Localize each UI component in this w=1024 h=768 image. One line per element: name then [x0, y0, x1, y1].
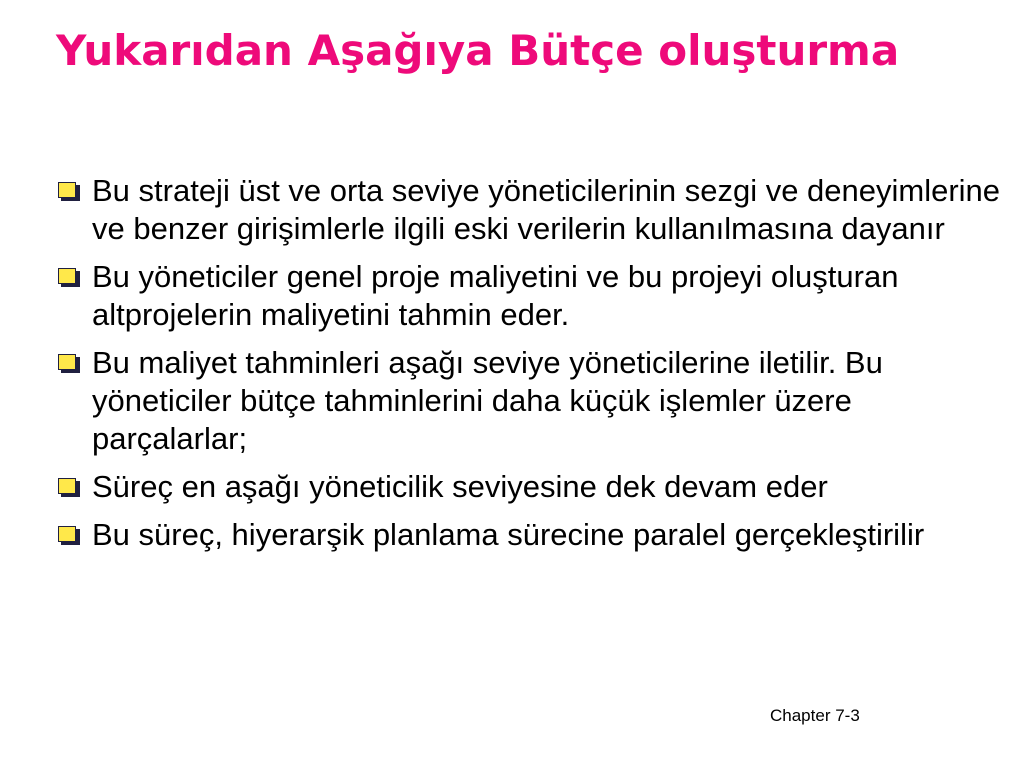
bullet-list — [56, 172, 1011, 564]
bullet-item — [56, 516, 1011, 554]
square-bullet-icon — [58, 182, 84, 202]
slide-title: Yukarıdan Aşağıya Bütçe oluşturma — [56, 26, 900, 75]
bullet-item — [56, 172, 1011, 248]
square-bullet-icon — [58, 268, 84, 288]
square-bullet-icon — [58, 478, 84, 498]
bullet-text: Süreç en aşağı yöneticilik seviyesine dek devam eder — [92, 469, 828, 504]
bullet-text: Bu strateji üst ve orta seviye yöneticilerinin sezgi ve deneyimlerine ve benzer girişimlerle ilgili eski verilerin kullanılmasına dayanır — [92, 173, 1001, 246]
bullet-item — [56, 258, 1011, 334]
bullet-text: Bu süreç, hiyerarşik planlama sürecine paralel gerçekleştirilir — [92, 517, 925, 552]
bullet-item — [56, 468, 1011, 506]
square-bullet-icon — [58, 354, 84, 374]
bullet-text: Bu yöneticiler genel proje maliyetini ve bu projeyi oluşturan altprojelerin maliyetini tahmin eder. — [92, 259, 899, 332]
slide-footer: Chapter 7-3 — [770, 706, 860, 725]
square-bullet-icon — [58, 526, 84, 546]
bullet-text: Bu maliyet tahminleri aşağı seviye yöneticilerine iletilir. Bu yöneticiler bütçe tahminlerini daha küçük işlemler üzere parçalarlar; — [92, 345, 883, 456]
bullet-item — [56, 344, 1011, 458]
